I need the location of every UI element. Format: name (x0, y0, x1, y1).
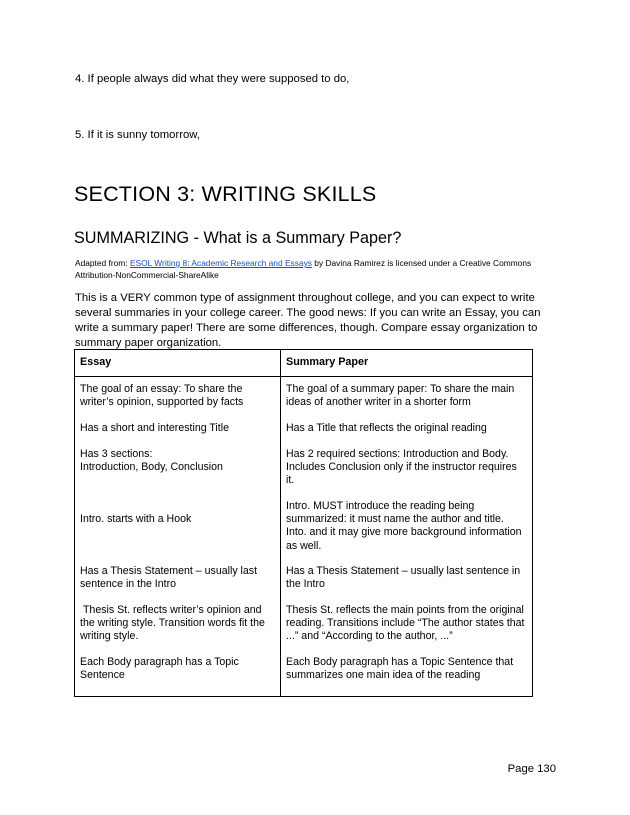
subtitle: SUMMARIZING - What is a Summary Paper? (74, 229, 402, 247)
essay-goal: The goal of an essay: To share the writer’s opinion, supported by facts (80, 383, 244, 409)
summary-title: Has a Title that reflects the original reading (286, 422, 487, 434)
summary-header: Summary Paper (281, 350, 533, 377)
list-item-5: 5. If it is sunny tomorrow, (75, 129, 200, 141)
essay-sections: Has 3 sections: Introduction, Body, Conclusion (80, 448, 223, 474)
page-number: Page 130 (507, 763, 556, 775)
comparison-table (74, 349, 533, 697)
summary-goal: The goal of a summary paper: To share the main ideas of another writer in a shorter form (286, 383, 515, 409)
intro-paragraph: This is a VERY common type of assignment throughout college, and you can expect to write several summaries in your college career. The good news: If you can write an Essay, you can write a summary paper! There are some differences, though. Compare essay organization to summary paper organization. (75, 292, 541, 349)
summary-column (281, 377, 533, 697)
summary-body-paragraph: Each Body paragraph has a Topic Sentence that summarizes one main idea of the reading (286, 656, 514, 682)
essay-intro: Intro. starts with a Hook (80, 513, 192, 525)
attribution (75, 258, 545, 281)
attribution-prefix: Adapted from: (75, 258, 130, 268)
summary-thesis: Has a Thesis Statement – usually last sentence in the Intro (286, 565, 521, 591)
essay-thesis-reflects: Thesis St. reflects writer’s opinion and the writing style. Transition words fit the writing style. (80, 604, 268, 643)
summary-sections: Has 2 required sections: Introduction and Body. Includes Conclusion only if the instructor requires it. (286, 448, 517, 487)
essay-title: Has a short and interesting Title (80, 422, 229, 434)
attribution-suffix: by Davina Ramirez is licensed under a Creative Commons Attribution-NonCommercial-ShareAlike (75, 258, 532, 280)
essay-body-paragraph: Each Body paragraph has a Topic Sentence (80, 656, 239, 682)
source-link[interactable]: ESOL Writing 8: Academic Research and Essays (129, 258, 312, 268)
summary-intro: Intro. MUST introduce the reading being summarized: it must name the author and title. Into. and it may give more background information as well. (286, 500, 522, 552)
table-row (75, 377, 533, 697)
essay-header: Essay (75, 350, 281, 377)
list-item-4: 4. If people always did what they were supposed to do, (75, 73, 350, 85)
essay-thesis: Has a Thesis Statement – usually last sentence in the Intro (80, 565, 258, 591)
section-title: SECTION 3: WRITING SKILLS (74, 182, 377, 206)
table-header-row (75, 350, 533, 377)
summary-thesis-reflects: Thesis St. reflects the main points from the original reading. Transitions include “The author states that ...” and “According to the author, ...” (286, 604, 525, 643)
essay-column (75, 377, 281, 697)
